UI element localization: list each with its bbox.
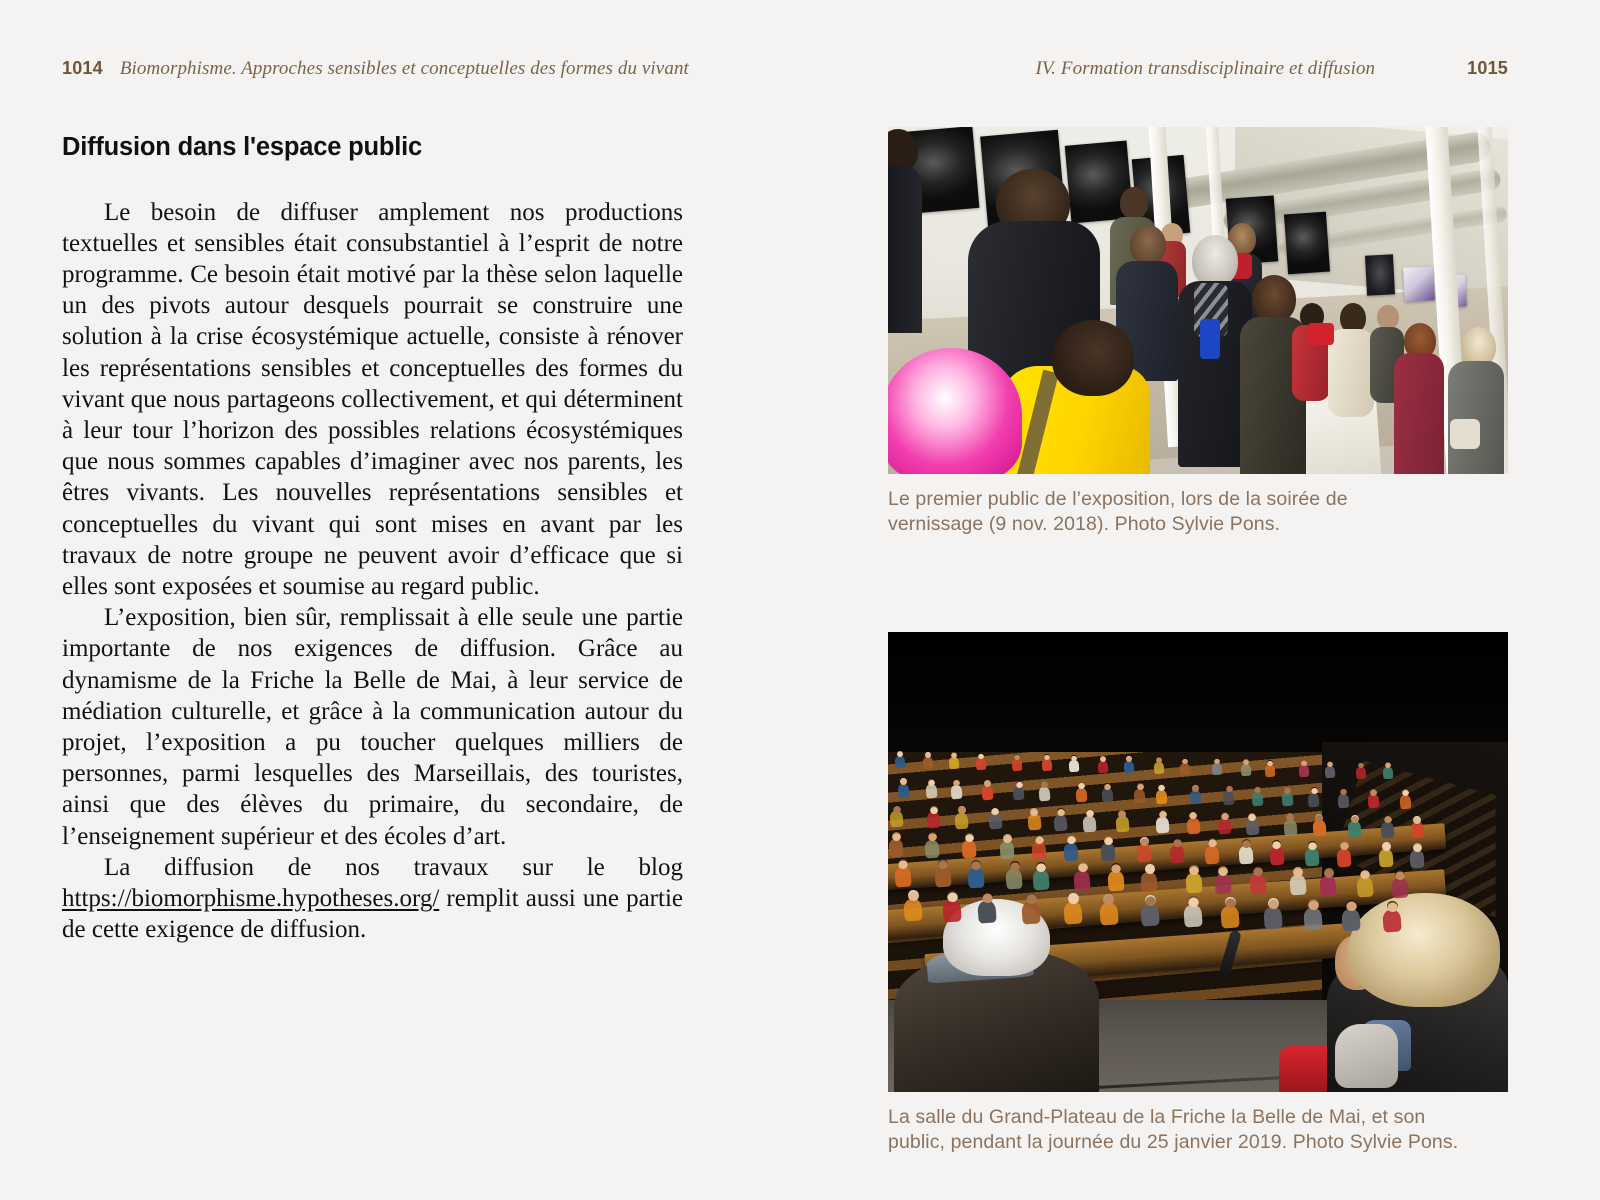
audience-member xyxy=(1342,908,1361,932)
audience-member xyxy=(1379,849,1395,868)
audience-member xyxy=(934,867,951,888)
audience-member xyxy=(942,899,961,923)
running-title-left: Biomorphisme. Approches sensibles et conceptuelles des formes du vivant xyxy=(119,58,689,79)
audience-members xyxy=(888,632,1508,1092)
audience-member xyxy=(1107,871,1124,892)
audience-member-head xyxy=(1026,892,1037,904)
audience-member xyxy=(1083,815,1097,832)
audience-member xyxy=(1367,794,1379,809)
audience-member-head xyxy=(1351,814,1359,823)
figure-caption-vernissage xyxy=(888,487,1508,537)
artwork-frame xyxy=(1365,254,1395,295)
figure-column xyxy=(888,127,1508,1155)
audience-member xyxy=(1399,794,1411,809)
audience-member-head xyxy=(1034,834,1043,844)
audience-member-head xyxy=(1266,759,1272,766)
audience-member xyxy=(1263,906,1282,930)
audience-member xyxy=(976,758,987,771)
audience-member-head xyxy=(929,805,937,814)
audience-member xyxy=(1032,869,1049,890)
audience-member xyxy=(925,784,937,799)
audience-member xyxy=(1170,844,1186,863)
audience-member xyxy=(1101,788,1113,803)
visitor-figure xyxy=(1328,303,1374,413)
audience-member xyxy=(1245,819,1259,836)
audience-member xyxy=(1134,789,1146,804)
audience-member xyxy=(1156,816,1170,833)
running-head-left xyxy=(62,58,689,86)
visitor-figure-pink-hair xyxy=(888,340,1022,474)
audience-member-head xyxy=(893,805,901,814)
audience-member xyxy=(1054,814,1068,831)
figure-vernissage xyxy=(888,127,1508,537)
audience-member-head xyxy=(1192,784,1199,791)
audience-member xyxy=(1410,850,1426,869)
audience-member-head xyxy=(1188,864,1198,875)
audience-member-head xyxy=(1009,861,1019,872)
audience-member-head xyxy=(1104,782,1111,789)
audience-member-head xyxy=(1315,814,1323,823)
artwork-frame xyxy=(1403,266,1435,302)
audience-member-head xyxy=(1030,807,1038,816)
visitor-figure xyxy=(1292,303,1330,399)
section-heading: Diffusion dans l'espace public xyxy=(62,133,422,161)
visitor-figure-yellow-jacket xyxy=(1000,334,1150,474)
audience-member-head xyxy=(908,889,919,901)
audience-member xyxy=(1381,821,1395,838)
audience-member xyxy=(1382,909,1401,933)
audience-member xyxy=(1410,822,1424,839)
audience-member xyxy=(927,812,941,829)
audience-member xyxy=(1027,814,1041,831)
audience-member-head xyxy=(1158,784,1165,791)
audience-member xyxy=(1289,875,1306,896)
audience-member xyxy=(1140,904,1159,928)
link-paragraph-after: remplit aussi une partie de cette exigence de diffusion. xyxy=(62,885,683,944)
audience-member-head xyxy=(1383,815,1391,824)
audience-member xyxy=(1123,761,1134,774)
audience-member xyxy=(1074,870,1091,891)
audience-member xyxy=(1100,843,1116,862)
audience-member xyxy=(982,785,994,800)
audience-member xyxy=(1069,760,1080,773)
audience-member xyxy=(890,811,904,828)
visitor-figure xyxy=(888,129,922,329)
audience-member xyxy=(1308,792,1320,807)
audience-member xyxy=(1075,787,1087,802)
vernissage-photo xyxy=(888,127,1508,474)
audience-member xyxy=(1013,786,1025,801)
audience-member xyxy=(1356,876,1373,897)
audience-member xyxy=(1098,760,1109,773)
audience-member xyxy=(1205,845,1221,864)
audience-member xyxy=(923,756,934,769)
audience-member-head xyxy=(898,858,908,869)
artwork-frame xyxy=(1284,212,1330,275)
audience-member xyxy=(1099,903,1118,927)
running-head-right xyxy=(1036,58,1509,86)
audience-member-head xyxy=(1173,837,1182,847)
audience-member-head xyxy=(970,860,980,871)
audience-member-head xyxy=(928,779,935,786)
audience-member xyxy=(1337,848,1353,867)
body-paragraph-3 xyxy=(62,852,683,946)
audience-member-head xyxy=(1078,782,1085,789)
audience-member xyxy=(1383,767,1394,780)
audience-member xyxy=(1180,762,1191,775)
audience-member-head xyxy=(981,891,992,903)
audience-member-head xyxy=(1137,783,1144,790)
body-paragraph-2: L’exposition, bien sûr, remplissait à elle seule une partie importante de nos exigences de diffusion. Grâce au dynamisme de la Friche la Belle de Mai, à leur service de médiation culturelle, et grâce à la communication autour du projet, l’exposition a pu toucher quelques milliers de personnes, parmi lesquelles des Marseillais, des touristes, ainsi que des élèves du primaire, du secondaire, de l’enseignement supérieur et des écoles d’art. xyxy=(62,604,683,850)
audience-member xyxy=(894,866,911,887)
audience-member-head xyxy=(1360,868,1370,879)
audience-member-head xyxy=(1386,900,1397,912)
audience-member xyxy=(1011,758,1022,771)
visitor-bag xyxy=(1308,323,1334,345)
audience-member xyxy=(1186,817,1200,834)
folio-right: 1015 xyxy=(1467,58,1508,78)
audience-member-head xyxy=(1370,788,1377,795)
audience-member xyxy=(1183,905,1202,929)
audience-member xyxy=(1042,759,1053,772)
link-paragraph-before: La diffusion de nos travaux sur le blog xyxy=(104,853,683,881)
audience-member xyxy=(1155,789,1167,804)
audience-member xyxy=(1249,874,1266,895)
audience-member xyxy=(1348,821,1362,838)
audience-member-head xyxy=(1242,839,1251,849)
caption-line: Le premier public de l’exposition, lors de la soirée de xyxy=(888,488,1348,510)
audience-member xyxy=(889,838,905,857)
blog-url-link[interactable]: https://biomorphisme.hypotheses.org/ xyxy=(62,885,440,913)
audience-member xyxy=(988,813,1002,830)
audience-member xyxy=(1039,787,1051,802)
audience-member xyxy=(1214,873,1231,894)
audience-member xyxy=(961,840,977,859)
audience-member-head xyxy=(1221,812,1229,821)
caption-line: public, pendant la journée du 25 janvier 2019. Photo Sylvie Pons. xyxy=(888,1131,1459,1153)
audience-member xyxy=(1240,764,1251,777)
visitor-figure xyxy=(1448,327,1504,474)
audience-member xyxy=(1298,765,1309,778)
audience-member xyxy=(977,900,996,924)
audience-member xyxy=(1303,907,1322,931)
audience-member xyxy=(1325,766,1336,779)
audience-member xyxy=(948,757,959,770)
audience-member xyxy=(1281,792,1293,807)
audience-member-head xyxy=(1103,836,1112,846)
audience-member xyxy=(1220,906,1239,930)
audience-member xyxy=(904,898,923,922)
audience-member-head xyxy=(1015,781,1022,788)
caption-line: La salle du Grand-Plateau de la Friche la Belle de Mai, et son xyxy=(888,1106,1426,1128)
audience-member-head xyxy=(1307,840,1316,850)
audience-member-head xyxy=(1254,786,1261,793)
audience-member xyxy=(1312,820,1326,837)
audience-member-head xyxy=(1014,754,1020,761)
audience-member xyxy=(1064,902,1083,926)
audience-member-head xyxy=(1310,787,1317,794)
audience-member xyxy=(1223,791,1235,806)
audience-member-head xyxy=(1036,861,1046,872)
audience-member xyxy=(1000,841,1016,860)
audience-member-head xyxy=(1267,898,1278,910)
audience-member xyxy=(1304,847,1320,866)
audience-member-head xyxy=(1307,899,1318,911)
audience-member xyxy=(967,868,984,889)
audience-member xyxy=(1031,841,1047,860)
audience-member xyxy=(955,812,969,829)
audience-member-head xyxy=(1413,842,1422,852)
audience-member-head xyxy=(1248,812,1256,821)
text-column xyxy=(62,132,683,945)
audience-member-head xyxy=(1218,865,1228,876)
audience-member-head xyxy=(892,831,901,841)
audience-member xyxy=(1212,763,1223,776)
audience-member-head xyxy=(1144,864,1154,875)
running-title-right: IV. Formation transdisciplinaire et diffusion xyxy=(1035,58,1376,79)
audience-member xyxy=(1269,847,1285,866)
audience-member xyxy=(1141,872,1158,893)
audience-member-head xyxy=(1086,809,1094,818)
audience-member-head xyxy=(900,778,907,785)
audience-member xyxy=(897,783,909,798)
audience-member-head xyxy=(1003,834,1012,844)
audience-member xyxy=(1218,818,1232,835)
audience-member-head xyxy=(1395,869,1405,880)
figure-caption-grand-plateau xyxy=(888,1105,1508,1155)
audience-member xyxy=(1022,901,1041,925)
folio-left: 1014 xyxy=(62,58,103,78)
audience-member xyxy=(1136,844,1152,863)
audience-member xyxy=(1283,819,1297,836)
caption-line: vernissage (9 nov. 2018). Photo Sylvie Pons. xyxy=(888,513,1281,535)
audience-member xyxy=(1338,793,1350,808)
audience-member xyxy=(1006,868,1023,889)
visitor-figure xyxy=(1394,323,1444,473)
audience-member xyxy=(924,839,940,858)
audience-member-head xyxy=(1402,789,1409,796)
audience-member-head xyxy=(1284,786,1291,793)
audience-member xyxy=(1190,790,1202,805)
audience-member-head xyxy=(1323,868,1333,879)
audience-member-head xyxy=(946,890,957,902)
audience-member xyxy=(1391,877,1408,898)
audience-member xyxy=(1185,872,1202,893)
figure-grand-plateau xyxy=(888,632,1508,1155)
audience-member-head xyxy=(1346,900,1357,912)
audience-member xyxy=(1154,762,1165,775)
audience-member xyxy=(1251,791,1263,806)
audience-member xyxy=(1063,842,1079,861)
audience-member-head xyxy=(1225,785,1232,792)
audience-member xyxy=(1238,846,1254,865)
audience-member-head xyxy=(1139,837,1148,847)
audience-member xyxy=(895,756,906,769)
body-paragraph-1: Le besoin de diffuser amplement nos productions textuelles et sensibles était consubstantiel à l’esprit de notre programme. Ce besoin était motivé par la thèse selon laquelle un des pivots autour desquels pourrait se construire une solution à la crise écosystémique actuelle, consiste à rénover les représentations sensibles et conceptuelles des formes du vivant que nous partageons collectivement, et qui déterminent à leur tour l’horizon des possibles relations écosystémiques que nous sommes capables d’imaginer avec nos parents, les êtres vivants. Les nouvelles représentations sensibles et conceptuelles du vivant qui sont mises en avant par les travaux de notre groupe ne peuvent avoir d’efficace que si elles sont exposées et soumise au regard public. xyxy=(62,198,683,601)
audience-member xyxy=(950,785,962,800)
audience-member xyxy=(1356,766,1367,779)
audience-member xyxy=(1115,816,1129,833)
grand-plateau-photo xyxy=(888,632,1508,1092)
audience-member xyxy=(1320,876,1337,897)
audience-member xyxy=(1264,764,1275,777)
